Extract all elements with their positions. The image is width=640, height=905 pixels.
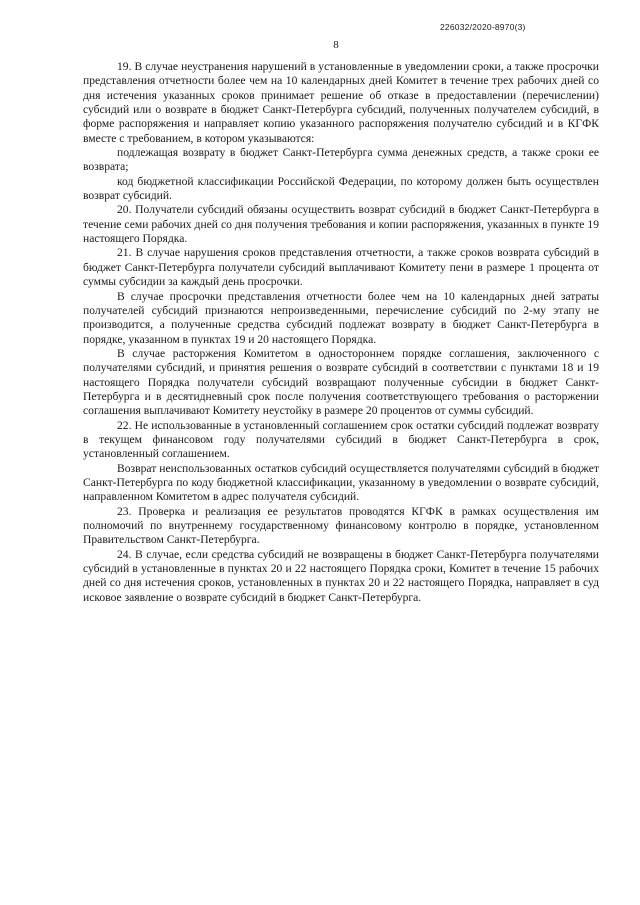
paragraph-22-refund: Возврат неиспользованных остатков субсидий осуществляется получателями субсидий в бюджет Санкт-Петербурга по коду бюджетной классификации, указанному в уведомлении о возврате субсидий, направленном Комитетом в адрес получателя субсидий. bbox=[83, 461, 599, 504]
paragraph-19-item-amount: подлежащая возврату в бюджет Санкт-Петербурга сумма денежных средств, а также сроки ее возврата; bbox=[83, 146, 599, 174]
paragraph-24: 24. В случае, если средства субсидий не возвращены в бюджет Санкт-Петербурга получателями субсидий в установленные в пунктах 20 и 22 настоящего Порядка сроки, Комитет в течение 15 рабочих дней со дня истечения сроков, установленных в пунктах 20 и 22 настоящего Порядка, направляет в суд исковое заявление о возврате субсидий в бюджет Санкт-Петербурга. bbox=[83, 547, 599, 604]
paragraph-19-item-code: код бюджетной классификации Российской Федерации, по которому должен быть осуществлен возврат субсидий. bbox=[83, 174, 599, 203]
paragraph-23: 23. Проверка и реализация ее результатов проводятся КГФК в рамках осуществления им полномочий по внутреннему государственному финансовому контролю в порядке, установленном Правительством Санкт-Петербурга. bbox=[83, 504, 599, 547]
paragraph-19: 19. В случае неустранения нарушений в установленные в уведомлении сроки, а также просрочки представления отчетности более чем на 10 календарных дней Комитет в течение трех рабочих дней со дня истечения указанных сроков принимает решение об отказе в предоставлении (перечислении) субсидий или о возврате в бюджет Санкт-Петербурга субсидий, полученных получателем субсидий, в форме распоряжения и направляет копию указанного распоряжения получателю субсидий и в КГФК вместе с требованием, в котором указываются: bbox=[83, 60, 599, 145]
paragraph-20: 20. Получатели субсидий обязаны осуществить возврат субсидий в бюджет Санкт-Петербурга в течение семи рабочих дней со дня получения требования и копии распоряжения, указанных в пункте 19 настоящего Порядка. bbox=[83, 203, 599, 246]
paragraph-21: 21. В случае нарушения сроков представления отчетности, а также сроков возврата субсидий в бюджет Санкт-Петербурга получатели субсидий выплачивают Комитету пени в размере 1 процента от суммы субсидии за каждый день просрочки. bbox=[83, 246, 599, 289]
paragraph-21-termination: В случае расторжения Комитетом в одностороннем порядке соглашения, заключенного с получателями субсидий, и принятия решения о возврате субсидий в соответствии с пунктами 18 и 19 настоящего Порядка получатели субсидий возвращают полученные субсидии в бюджет Санкт-Петербурга и в десятидневный срок после получения соответствующего требования о расторжении соглашения выплачивают Комитету неустойку в размере 20 процентов от суммы субсидий. bbox=[83, 346, 599, 418]
paragraph-22: 22. Не использованные в установленный соглашением срок остатки субсидий подлежат возврату в текущем финансовом году получателями субсидий в бюджет Санкт-Петербурга в срок, установленный соглашением. bbox=[83, 418, 599, 461]
page-number: 8 bbox=[333, 39, 339, 51]
document-body bbox=[83, 60, 599, 605]
document-code: 226032/2020-8970(3) bbox=[440, 22, 526, 32]
paragraph-21-late-report: В случае просрочки представления отчетности более чем на 10 календарных дней затраты получателей субсидий признаются непроизведенными, перечисление субсидий по 2-му этапу не производится, а полученные средства субсидий подлежат возврату в бюджет Санкт-Петербурга в порядке, указанном в пунктах 19 и 20 настоящего Порядка. bbox=[83, 289, 599, 346]
